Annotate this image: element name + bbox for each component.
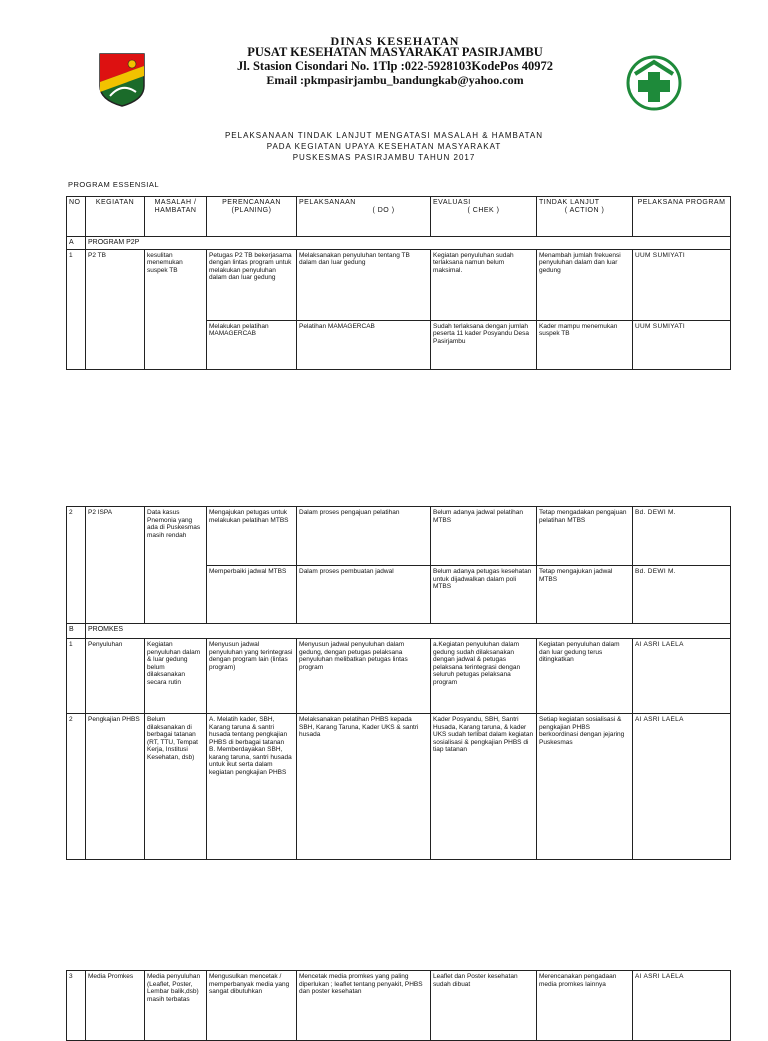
table-row	[67, 249, 731, 320]
cell-no: 3	[67, 971, 86, 1041]
program-table-part-1	[66, 196, 731, 370]
table-row	[67, 971, 731, 1041]
cell-pic: Bd. DEWI M.	[633, 566, 731, 624]
cell-plan: Memperbaiki jadwal MTBS	[207, 566, 297, 624]
letterhead-agency: DINAS KESEHATAN	[330, 37, 460, 45]
cell-kegiatan: Pengkajian PHBS	[86, 714, 145, 860]
cell-do: Melaksanakan pelatihan PHBS kepada SBH, Karang Taruna, Kader UKS & santri husada	[297, 714, 431, 860]
header-tindak-lanjut	[537, 197, 633, 237]
header-evaluasi	[431, 197, 537, 237]
cell-check: Kegiatan penyuluhan sudah terlaksana namun belum maksimal.	[431, 249, 537, 320]
header-perencanaan: PERENCANAAN (PLANING)	[207, 197, 297, 237]
header-evaluasi-title: EVALUASI	[433, 199, 471, 206]
section-row-a	[67, 237, 731, 250]
cell-plan: Mengusulkan mencetak / memperbanyak media yang sangat dibutuhkan	[207, 971, 297, 1041]
cell-check: Belum adanya petugas kesehatan untuk dijadwalkan dalam poli MTBS	[431, 566, 537, 624]
title-line-3: PUSKESMAS PASIRJAMBU TAHUN 2017	[292, 153, 476, 162]
section-row-b	[67, 624, 731, 639]
cell-no: 1	[67, 639, 86, 714]
cell-check: Kader Posyandu, SBH, Santri Husada, Karang taruna, & kader UKS sudah terlibat dalam kegiatan sosialisasi & pengkajian PHBS di tiap tatanan	[431, 714, 537, 860]
cell-plan: Menyusun jadwal penyuluhan yang terintegrasi dengan program lain (lintas program)	[207, 639, 297, 714]
cell-pic: UUM SUMIYATI	[633, 320, 731, 369]
cell-do: Menyusun jadwal penyuluhan dalam gedung, dengan petugas pelaksana penyuluhan melibatkan petugas lintas program	[297, 639, 431, 714]
cell-pic: AI ASRI LAELA	[633, 971, 731, 1041]
program-table-part-3	[66, 970, 731, 1041]
section-a-code: A	[67, 237, 86, 250]
header-no: NO	[67, 197, 86, 237]
cell-kegiatan: Penyuluhan	[86, 639, 145, 714]
header-evaluasi-sub: ( CHEK )	[467, 207, 500, 214]
cell-action: Tetap mengajukan jadwal MTBS	[537, 566, 633, 624]
title-line-2: PADA KEGIATAN UPAYA KESEHATAN MASYARAKAT	[266, 142, 502, 151]
cell-kegiatan: P2 TB	[86, 249, 145, 369]
cell-masalah: Belum dilaksanakan di berbagai tatanan (RT, TTU, Tempat Kerja, Institusi Kesehatan, dsb)	[145, 714, 207, 860]
cell-action: Tetap mengadakan pengajuan pelatihan MTBS	[537, 507, 633, 566]
cell-action: Kegiatan penyuluhan dalam dan luar gedung terus ditingkatkan	[537, 639, 633, 714]
header-kegiatan: KEGIATAN	[86, 197, 145, 237]
cell-plan-a: A. Melatih kader, SBH, Karang taruna & santri husada tentang pengkajian PHBS di berbagai tatanan	[209, 716, 288, 746]
header-pelaksanaan-sub: ( DO )	[372, 207, 395, 214]
letterhead-org: PUSAT KESEHATAN MASYARAKAT PASIRJAMBU	[247, 45, 543, 59]
table-row	[67, 639, 731, 714]
cell-check: Belum adanya jadwal pelatihan MTBS	[431, 507, 537, 566]
cell-no: 1	[67, 249, 86, 369]
header-pelaksanaan	[297, 197, 431, 237]
section-b-label: PROMKES	[86, 624, 731, 639]
letterhead-address: Jl. Stasion Cisondari No. 1Tlp :022-5928103KodePos 40972	[236, 59, 553, 73]
cell-no: 2	[67, 507, 86, 624]
cell-kegiatan: Media Promkes	[86, 971, 145, 1041]
cell-no: 2	[67, 714, 86, 860]
cell-check: Sudah terlaksana dengan jumlah peserta 11 kader Posyandu Desa Pasirjambu	[431, 320, 537, 369]
cell-plan-b: B. Memberdayakan SBH, karang taruna, santri husada untuk ikut serta dalam kegiatan pengkajian PHBS	[209, 746, 292, 776]
cell-pic: UUM SUMIYATI	[633, 249, 731, 320]
cell-action: Kader mampu menemukan suspek TB	[537, 320, 633, 369]
header-tindak-lanjut-title: TINDAK LANJUT	[539, 199, 600, 206]
cell-pic: AI ASRI LAELA	[633, 639, 731, 714]
cell-masalah: Data kasus Pnemonia yang ada di Puskesmas masih rendah	[145, 507, 207, 624]
table-row	[67, 507, 731, 566]
document-title	[100, 130, 668, 163]
cell-do: Dalam proses pengajuan pelatihan	[297, 507, 431, 566]
regency-emblem-logo	[96, 52, 148, 108]
header-pelaksana: PELAKSANA PROGRAM	[633, 197, 731, 237]
header-pelaksanaan-title: PELAKSANAAN	[299, 199, 356, 206]
cell-action: Menambah jumlah frekuensi penyuluhan dalam dan luar gedung	[537, 249, 633, 320]
cell-pic: Bd. DEWI M.	[633, 507, 731, 566]
cell-plan: Melakukan pelatihan MAMAGERCAB	[207, 320, 297, 369]
table-row	[67, 714, 731, 860]
cell-action: Merencanakan pengadaan media promkes lainnya	[537, 971, 633, 1041]
cell-do: Mencetak media promkes yang paling diperlukan ; leaflet tentang penyakit, PHBS dan poster kesehatan	[297, 971, 431, 1041]
cell-masalah: Kegiatan penyuluhan dalam & luar gedung belum dilaksanakan secara rutin	[145, 639, 207, 714]
puskesmas-logo	[625, 54, 683, 112]
cell-do: Melaksanakan penyuluhan tentang TB dalam dan luar gedung	[297, 249, 431, 320]
program-table-part-2	[66, 506, 731, 860]
cell-kegiatan: P2 ISPA	[86, 507, 145, 624]
header-tindak-lanjut-sub: ( ACTION )	[564, 207, 605, 214]
cell-do: Pelatihan MAMAGERCAB	[297, 320, 431, 369]
cell-do: Dalam proses pembuatan jadwal	[297, 566, 431, 624]
cell-plan: Petugas P2 TB bekerjasama dengan lintas program untuk melakukan penyuluhan dalam dan luar gedung	[207, 249, 297, 320]
section-label: PROGRAM ESSENSIAL	[68, 180, 160, 189]
header-masalah: MASALAH / HAMBATAN	[145, 197, 207, 237]
section-a-label: PROGRAM P2P	[86, 237, 731, 250]
table-header-row	[67, 197, 731, 237]
cell-check: Leaflet dan Poster kesehatan sudah dibuat	[431, 971, 537, 1041]
letterhead	[180, 37, 610, 87]
cell-plan	[207, 714, 297, 860]
cell-action: Setiap kegiatan sosialisasi & pengkajian PHBS berkoordinasi dengan jejaring Puskesmas	[537, 714, 633, 860]
cell-plan: Mengajukan petugas untuk melakukan pelatihan MTBS	[207, 507, 297, 566]
section-b-code: B	[67, 624, 86, 639]
cell-masalah: Media penyuluhan (Leaflet, Poster, Lembar balik,dsb) masih terbatas	[145, 971, 207, 1041]
cell-pic: AI ASRI LAELA	[633, 714, 731, 860]
title-line-1: PELAKSANAAN TINDAK LANJUT MENGATASI MASALAH & HAMBATAN	[224, 131, 544, 140]
cell-masalah: kesulitan menemukan suspek TB	[145, 249, 207, 369]
letterhead-email: Email :pkmpasirjambu_bandungkab@yahoo.com	[266, 73, 524, 87]
cell-check: a.Kegiatan penyuluhan dalam gedung sudah dilaksanakan dengan jadwal & petugas pelaksana terintegrasi dengan seluruh petugas pelaksana program	[431, 639, 537, 714]
